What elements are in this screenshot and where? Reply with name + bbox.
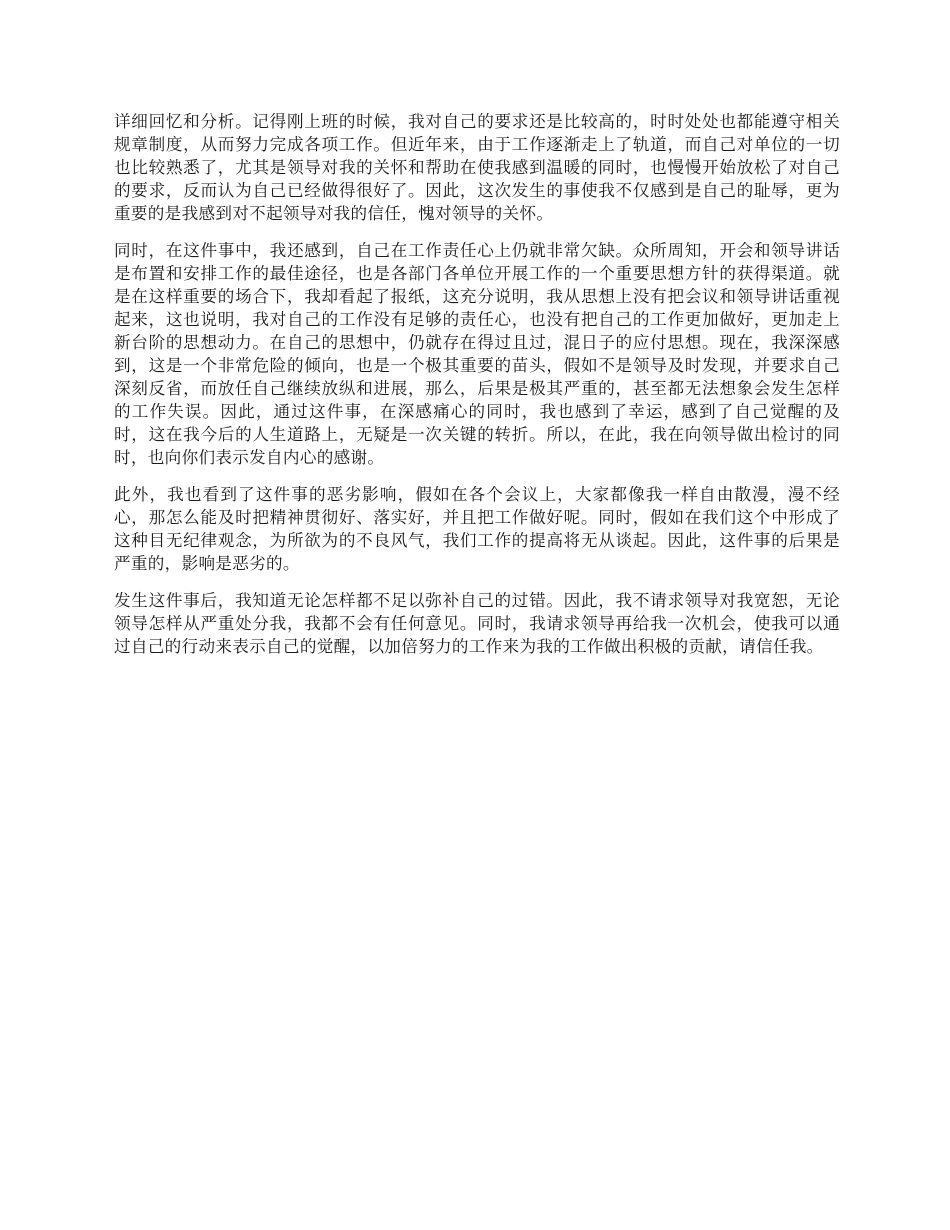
paragraph-4: 发生这件事后，我知道无论怎样都不足以弥补自己的过错。因此，我不请求领导对我宽恕，无论领导怎样从严重处分我，我都不会有任何意见。同时，我请求领导再给我一次机会，使我可以通过自己的行动来表示自己的觉醒，以加倍努力的工作来为我的工作做出积极的贡献，请信任我。 [114,591,840,656]
document-body [114,110,840,672]
paragraph-2: 同时，在这件事中，我还感到，自己在工作责任心上仍就非常欠缺。众所周知，开会和领导讲话是布置和安排工作的最佳途径，也是各部门各单位开展工作的一个重要思想方针的获得渠道。就是在这样重要的场合下，我却看起了报纸，这充分说明，我从思想上没有把会议和领导讲话重视起来，这也说明，我对自己的工作没有足够的责任心，也没有把自己的工作更加做好，更加走上新台阶的思想动力。在自己的思想中，仍就存在得过且过，混日子的应付思想。现在，我深深感到，这是一个非常危险的倾向，也是一个极其重要的苗头，假如不是领导及时发现，并要求自己深刻反省，而放任自己继续放纵和进展，那么，后果是极其严重的，甚至都无法想象会发生怎样的工作失误。因此，通过这件事，在深感痛心的同时，我也感到了幸运，感到了自己觉醒的及时，这在我今后的人生道路上，无疑是一次关键的转折。所以，在此，我在向领导做出检讨的同时，也向你们表示发自内心的感谢。 [114,241,840,467]
paragraph-3: 此外，我也看到了这件事的恶劣影响，假如在各个会议上，大家都像我一样自由散漫，漫不经心，那怎么能及时把精神贯彻好、落实好，并且把工作做好呢。同时，假如在我们这个中形成了这种目无纪律观念，为所欲为的不良风气，我们工作的提高将无从谈起。因此，这件事的后果是严重的，影响是恶劣的。 [114,485,840,573]
paragraph-1: 详细回忆和分析。记得刚上班的时候，我对自己的要求还是比较高的，时时处处也都能遵守相关规章制度，从而努力完成各项工作。但近年来，由于工作逐渐走上了轨道，而自己对单位的一切也比较熟悉了，尤其是领导对我的关怀和帮助在使我感到温暖的同时，也慢慢开始放松了对自己的要求，反而认为自己已经做得很好了。因此，这次发生的事使我不仅感到是自己的耻辱，更为重要的是我感到对不起领导对我的信任，愧对领导的关怀。 [114,112,840,223]
